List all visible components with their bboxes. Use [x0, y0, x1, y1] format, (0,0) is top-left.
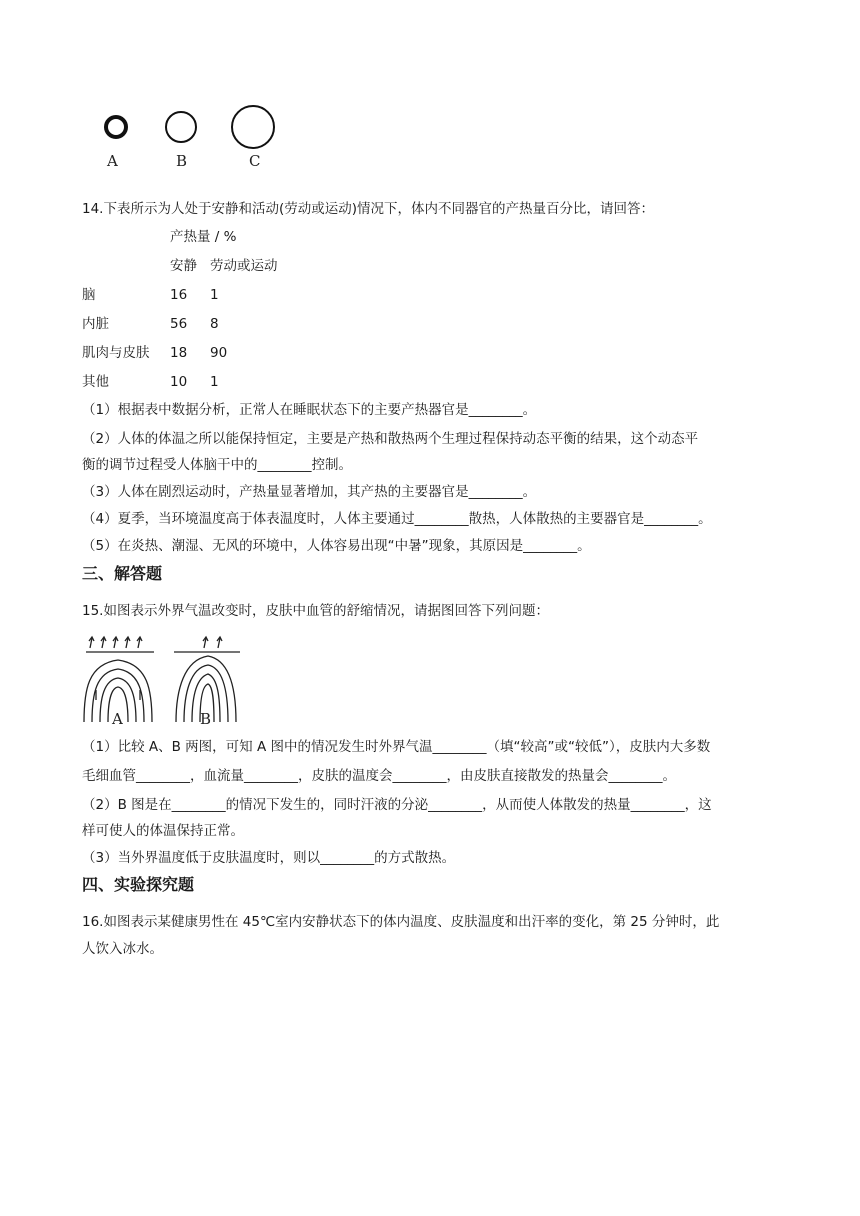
table-col-active: 劳动或运动	[210, 258, 278, 274]
q15-sub1-line1: （1）比较 A、B 两图，可知 A 图中的情况发生时外界气温________（填“较高”或“较低”），皮肤内大多数	[82, 739, 711, 755]
fig13-label-c: C	[249, 152, 261, 170]
circle-c	[232, 106, 274, 148]
table-row-organ: 脑	[82, 287, 96, 303]
q16-stem-line1: 16.如图表示某健康男性在 45℃室内安静状态下的体内温度、皮肤温度和出汗率的变化，第 25 分钟时，此	[82, 914, 720, 930]
circle-a	[106, 117, 126, 137]
q14-sub2-line1: （2）人体的体温之所以能保持恒定，主要是产热和散热两个生理过程保持动态平衡的结果，这个动态平	[82, 431, 699, 447]
q14-stem: 14.下表所示为人处于安静和活动(劳动或运动)情况下，体内不同器官的产热量百分比，请回答：	[82, 201, 655, 217]
q15-sub2-line1: （2）B 图是在________的情况下发生的，同时汗液的分泌________，从而使人体散发的热量________，这	[82, 797, 712, 813]
table-row-active: 90	[210, 345, 228, 361]
q14-sub1: （1）根据表中数据分析，正常人在睡眠状态下的主要产热器官是________。	[82, 402, 537, 418]
q14-sub4: （4）夏季，当环境温度高于体表温度时，人体主要通过________散热，人体散热的主要器官是________。	[82, 511, 712, 527]
table-row-organ: 肌肉与皮肤	[82, 345, 150, 361]
section-3-title: 三、解答题	[82, 564, 163, 583]
q15-stem: 15.如图表示外界气温改变时，皮肤中血管的舒缩情况，请据图回答下列问题：	[82, 603, 549, 619]
q14-sub5: （5）在炎热、潮湿、无风的环境中，人体容易出现“中暑”现象，其原因是________。	[82, 538, 591, 554]
table-row-active: 1	[210, 287, 219, 303]
q15-sub3: （3）当外界温度低于皮肤温度时，则以________的方式散热。	[82, 850, 456, 866]
fig13-label-b: B	[176, 152, 188, 170]
q14-sub2-line2: 衡的调节过程受人体脑干中的________控制。	[82, 457, 352, 473]
table-row-active: 8	[210, 316, 219, 332]
q15-sub2-line2: 样可使人的体温保持正常。	[82, 823, 244, 839]
skin-vessel-figure	[80, 630, 245, 730]
circle-b	[166, 112, 196, 142]
fig15-label-b: B	[200, 710, 212, 728]
q16-stem-line2: 人饮入冰水。	[82, 941, 163, 957]
fig15-label-a: A	[112, 710, 123, 728]
table-row-rest: 16	[170, 287, 188, 303]
fig13-label-a: A	[107, 152, 118, 170]
table-row-rest: 56	[170, 316, 188, 332]
section-4-title: 四、实验探究题	[82, 875, 195, 894]
table-unit-header: 产热量 / %	[170, 229, 237, 245]
table-row-active: 1	[210, 374, 219, 390]
vessel-cross-section-figure	[95, 100, 295, 180]
table-row-organ: 内脏	[82, 316, 109, 332]
table-col-rest: 安静	[170, 258, 197, 274]
q14-sub3: （3）人体在剧烈运动时，产热量显著增加，其产热的主要器官是________。	[82, 484, 537, 500]
q15-sub1-line2: 毛细血管________，血流量________，皮肤的温度会________，由皮肤直接散发的热量会________。	[82, 768, 676, 784]
table-row-rest: 18	[170, 345, 188, 361]
table-row-rest: 10	[170, 374, 188, 390]
table-row-organ: 其他	[82, 374, 109, 390]
